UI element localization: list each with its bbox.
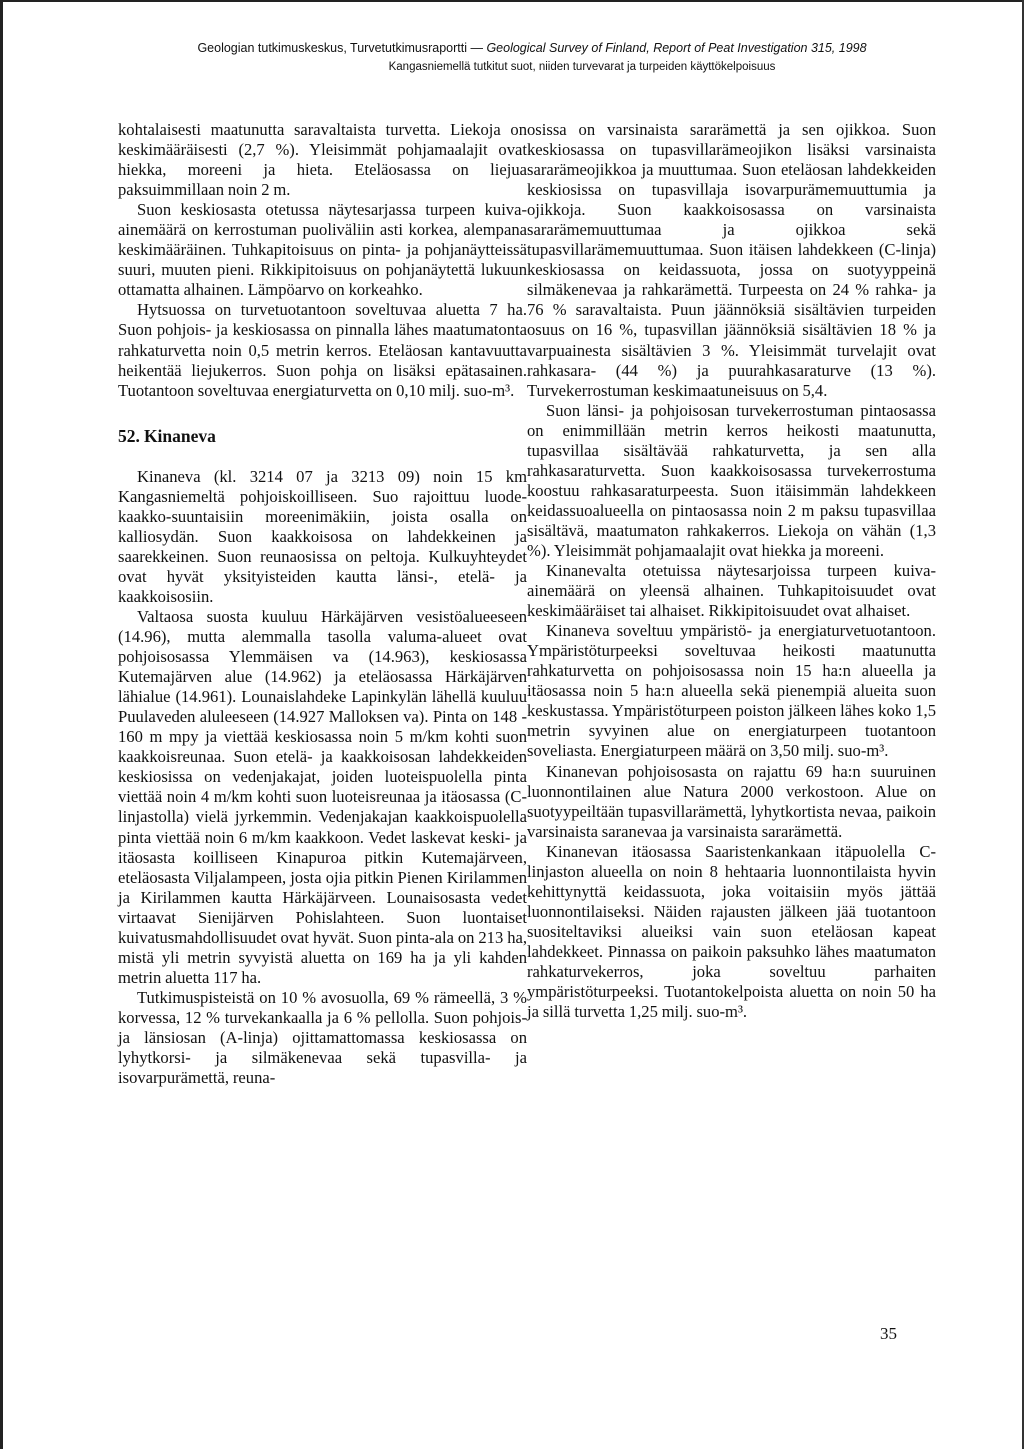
running-header	[0, 38, 1024, 76]
paragraph: Kinaneva (kl. 3214 07 ja 3213 09) noin 15 km Kangasniemeltä pohjoiskoilliseen. Suo rajoittuu luode-kaakko-suuntaisiin moreenimäkiin, joista osalla on kalliosydän. Suon kaakkoisosa on lahdekkeinen ja saarekkeinen. Suon reunaosissa on peltoja. Kulkuyhteydet ovat hyvät yksityisteiden kautta länsi-, etelä- ja kaakkoisosiin.	[118, 466, 527, 606]
paragraph: osissa on varsinaista sararämettä ja sen ojikkoa. Suon keskiosassa on tupasvillarämeojikon lisäksi varsinaista sararämeojikkoa ja muuttumaa. Suon eteläosan lahdekkeiden keskiosissa on tupasvillaja isovarpurämemuuttumia ja ojikkoja. Suon kaakkoisosassa on varsinaista sararämemuuttumaa ja ojikkoa sekä tupasvillarämemuuttumaa. Suon itäisen lahdekkeen (C-linja) keskiosassa on keidassuota, jossa on suotyyppeinä silmäkenevaa ja rahkarämettä. Turpeesta on 24 % rahka- ja 76 % saravaltaista. Puun jäännöksiä sisältävien turpeiden osuus on 16 %, tupasvillan jäännöksiä sisältävien 18 % ja varpuainesta sisältävien 3 %. Yleisimmät turvelajit ovat rahkasara- (44 %) ja puurahkasaraturve (13 %). Turvekerrostuman keskimaatuneisuus on 5,4.	[527, 120, 936, 400]
paragraph: Kinanevan pohjoisosasta on rajattu 69 ha:n suuruinen luonnontilainen alue Natura 2000 verkostoon. Alue on suotyypeiltään tupasvillarämettä, lyhytkortista nevaa, paikoin varsinaista saranevaa ja varsinaista sararämettä.	[527, 761, 936, 841]
paragraph: Tutkimuspisteistä on 10 % avosuolla, 69 % rämeellä, 3 % korvessa, 12 % turvekankaalla ja 6 % pellolla. Suon pohjois- ja länsiosan (A-linja) ojittamattomassa keskiosassa on lyhytkorsi- ja silmäkenevaa sekä tupasvilla- ja isovarpurämettä, reuna-	[118, 987, 527, 1088]
paragraph: Suon keskiosasta otetussa näytesarjassa turpeen kuiva-ainemäärä on kerrostuman puoliväliin asti korkea, alempana keskimääräinen. Tuhkapitoisuus on pinta- ja pohjanäytteissä suuri, muuten pieni. Rikkipitoisuus on pohjanäytettä lukuun ottamatta alhainen. Lämpöarvo on korkeahko.	[118, 200, 527, 300]
left-column	[118, 120, 527, 1088]
header-series-title: Geological Survey of Finland, Report of Peat Investigation 315, 1998	[486, 41, 867, 55]
scan-edge-left	[0, 0, 3, 1449]
section-heading: 52. Kinaneva	[118, 425, 216, 446]
paragraph: kohtalaisesti maatunutta saravaltaista turvetta. Liekoja on keskimääräisesti (2,7 %). Yleisimmät pohjamaalajit ovat hiekka, moreeni ja hieta. Eteläosassa on liejua paksuimmillaan noin 2 m.	[118, 120, 527, 200]
paragraph: Kinanevalta otetuissa näytesarjoissa turpeen kuiva-ainemäärä on yleensä alhainen. Tuhkapitoisuudet ovat keskimääräiset tai alhaiset. Rikkipitoisuudet ovat alhaiset.	[527, 561, 936, 621]
header-line-1	[0, 38, 1024, 58]
paragraph: Suon länsi- ja pohjoisosan turvekerrostuman pintaosassa on enimmillään metrin kerros heikosti maatunutta, tupasvillaa sisältävää rahkaturvetta, ja sen alla rahkasaraturvetta. Suon kaakkoisosassa turvekerrostuma koostuu rahkasaraturpeesta. Suon itäisimmän lahdekkeen keidassuoalueella on pintaosassa noin 2 m paksu tupasvillaa sisältävä, maatumaton rahkakerros. Liekoja on vähän (1,3 %). Yleisimmät pohjamaalajit ovat hiekka ja moreeni.	[527, 400, 936, 560]
paragraph: Kinaneva soveltuu ympäristö- ja energiaturvetuotantoon. Ympäristöturpeeksi soveltuvaa heikosti maatunutta rahkaturvetta on pohjoisosassa noin 15 ha:n alueella ja itäosassa noin 5 ha:n alueella sekä pienempiä alueita suon keskustassa. Ympäristöturpeen poiston jälkeen lähes koko 1,5 metrin syvyinen alue on energiaturpeen tuotantoon soveliasta. Energiaturpeen määrä on 3,50 milj. suo-m³.	[527, 621, 936, 761]
header-publisher: Geologian tutkimuskeskus, Turvetutkimusraportti —	[197, 41, 487, 55]
right-column	[527, 120, 936, 1022]
paragraph: Kinanevan itäosassa Saaristenkankaan itäpuolella C-linjaston alueella on noin 8 hehtaaria luonnontilaista hyvin kehittynyttä keidassuota, joka voitaisiin myös jättää luonnontilaiseksi. Näiden rajausten jälkeen jää tuotantoon suositeltaviksi alueiksi vain suon eteläosan kapeat lahdekkeet. Pinnassa on paikoin paksuhko lähes maatumaton rahkaturvekerros, joka soveltuu parhaiten ympäristöturpeeksi. Tuotantokelpoista aluetta on noin 50 ha ja sillä turvetta 1,25 milj. suo-m³.	[527, 841, 936, 1022]
paragraph: Hytsuossa on turvetuotantoon soveltuvaa aluetta 7 ha. Suon pohjois- ja keskiosassa on pinnalla lähes maatumatonta rahkaturvetta noin 0,5 metrin kerros. Eteläosan kantavuutta heikentää liejukerros. Suon pohja on lisäksi epätasainen. Tuotantoon soveltuvaa energiaturvetta on 0,10 milj. suo-m³.	[118, 300, 527, 400]
page-number: 35	[880, 1324, 897, 1343]
header-report-title: Kangasniemellä tutkitut suot, niiden turvevarat ja turpeiden käyttökelpoisuus	[388, 61, 776, 73]
paragraph: Valtaosa suosta kuuluu Härkäjärven vesistöalueeseen (14.96), mutta alemmalla tasolla valuma-alueet ovat pohjoisosassa Ylemmäisen va (14.963), keskiosassa Kutemajärven alue (14.962) ja eteläosassa Härkäjärven lähialue (14.961). Lounaislahdeke Lapinkylän lähellä kuuluu Puulaveden aluleeseen (14.927 Malloksen va). Pinta on 148 - 160 m mpy ja viettää keskiosassa noin 5 m/km kohti suon kaakkoisreunaa. Suon etelä- ja kaakkoisosan lahdekkeiden keskiosissa on vedenjakajat, joiden luoteispuolella pinta viettää noin 4 m/km kohti suon luoteisreunaa ja itäosassa (C-linjastolla) vielä jyrkemmin. Vedenjakajan kaakkoispuolella pinta viettää noin 6 m/km kaakkoon. Vedet laskevat keski- ja itäosasta koilliseen Kinapuroa pitkin Kutemajärveen, eteläosasta Viljalampeen, josta ojia pitkin Pienen Kirilammen ja Kirilammen kautta Härkäjärveen. Lounaisosasta vedet virtaavat Sienijärven Pohislahteen. Suon luontaiset kuivatusmahdollisuudet ovat hyvät. Suon pinta-ala on 213 ha, mistä yli metrin syvyistä aluetta on 169 ha ja yli kahden metrin aluetta 117 ha.	[118, 606, 527, 987]
scan-edge-top	[0, 0, 1024, 2]
